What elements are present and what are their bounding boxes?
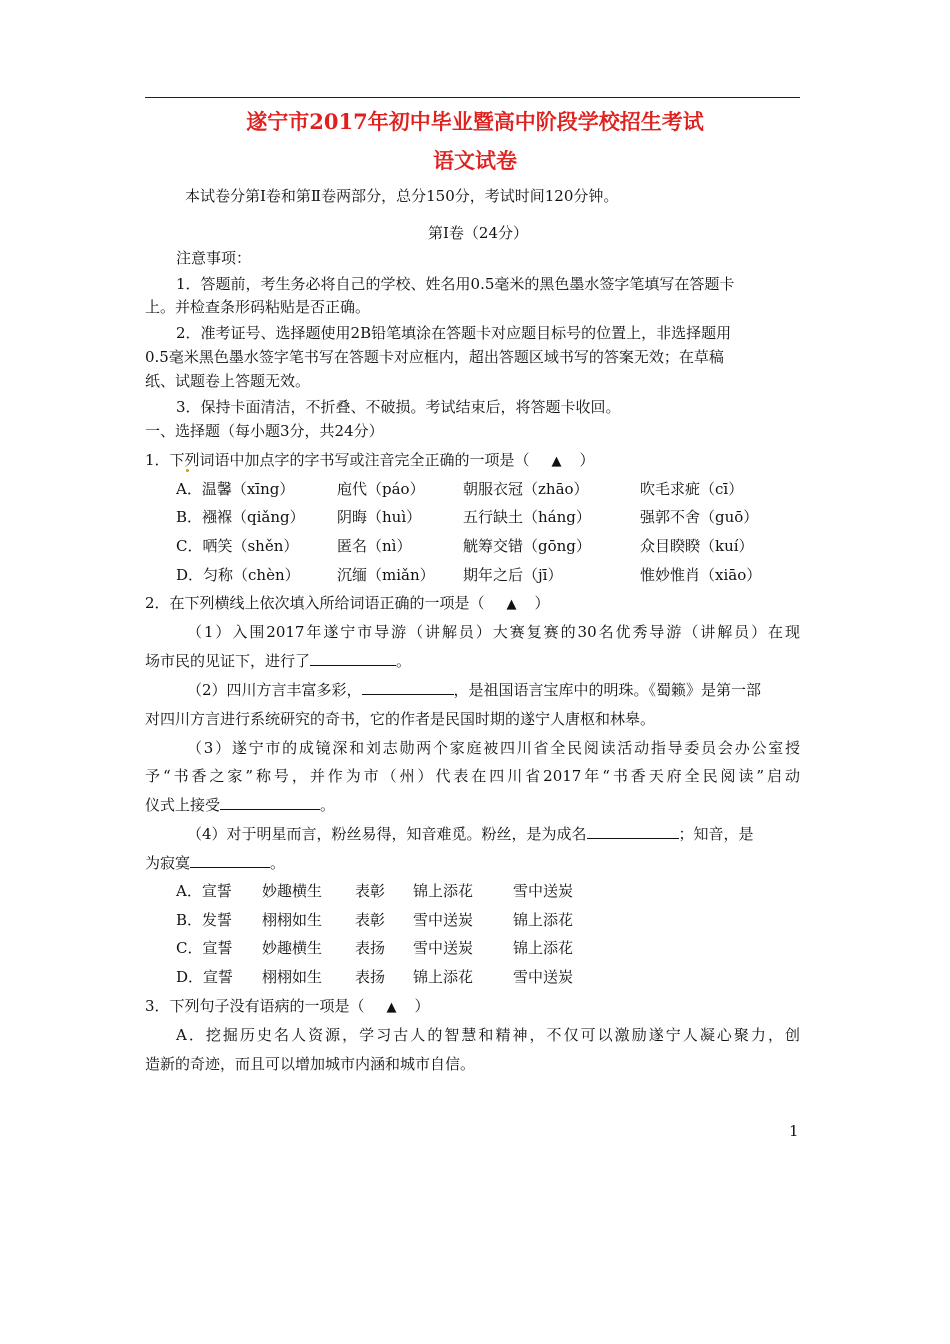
q2-a-word-5: 雪中送炭 — [513, 882, 574, 900]
q2-s1-end: 。 — [396, 652, 412, 670]
q3-option-a-line-2: 造新的奇迹，而且可以增加城市内涵和城市自信。 — [145, 1055, 476, 1073]
q2-b-word-3: 表彰 — [355, 911, 386, 929]
q2-a-word-2: 妙趣横生 — [262, 882, 323, 900]
q1-c-word-4: 众目睽睽（kuí） — [640, 537, 754, 555]
q2-d-word-5: 雪中送炭 — [513, 968, 574, 986]
blank-line — [587, 824, 679, 839]
q2-b-word-2: 栩栩如生 — [262, 911, 323, 929]
q2-sentence-1-line-2 — [145, 651, 411, 671]
q1-a-word-3: 朝服衣冠（zhāo） — [463, 480, 589, 498]
intro-text: 本试卷分第Ⅰ卷和第Ⅱ卷两部分，总分150分，考试时间120分钟。 — [185, 187, 619, 205]
question-3-text: 3．下列句子没有语病的一项是（ — [145, 997, 365, 1015]
q2-s1-text: 场市民的见证下，进行了 — [145, 652, 311, 670]
note-2-line-1: 2．准考证号、选择题使用2B铅笔填涂在答题卡对应题目标号的位置上，非选择题用 — [176, 324, 732, 342]
q1-c-word-1: C．哂笑（shěn） — [176, 537, 299, 555]
q2-sentence-3-line-2: 予“书香之家”称号，并作为市（州）代表在四川省2017年“书香天府全民阅读”启动 — [145, 767, 800, 785]
q1-c-word-2: 匿名（nì） — [337, 537, 412, 555]
q2-c-word-2: 妙趣横生 — [262, 939, 323, 957]
q2-s3-end: 。 — [320, 796, 336, 814]
q2-b-word-1: B．发誓 — [176, 911, 233, 929]
q2-sentence-4-line-1 — [187, 824, 754, 844]
q2-c-word-3: 表扬 — [355, 939, 386, 957]
note-2-line-3: 纸、试题卷上答题无效。 — [145, 372, 311, 390]
q2-sentence-1-line-1: （1）入围2017年遂宁市导游（讲解员）大赛复赛的30名优秀导游（讲解员）在现 — [187, 623, 800, 641]
q2-d-word-1: D．宣誓 — [176, 968, 234, 986]
notes-heading: 注意事项： — [176, 249, 252, 267]
question-1-stem — [145, 450, 595, 472]
blank-line — [310, 651, 396, 666]
q1-b-word-2: 阴晦（huì） — [337, 508, 422, 526]
q2-s4-text-c: 为寂寞 — [145, 854, 191, 872]
q3-option-a-line-1: A．挖掘历史名人资源，学习古人的智慧和精神，不仅可以激励遂宁人凝心聚力，创 — [176, 1026, 800, 1044]
q2-s2-text-a: （2）四川方言丰富多彩， — [187, 681, 362, 699]
q2-s4-text-a: （4）对于明星而言，粉丝易得，知音难觅。粉丝，是为成名 — [187, 825, 587, 843]
q1-d-word-4: 惟妙惟肖（xiāo） — [640, 566, 762, 584]
q1-d-word-1: D．匀称（chèn） — [176, 566, 300, 584]
q2-d-word-4: 锦上添花 — [413, 968, 474, 986]
q1-b-word-1: B．襁褓（qiǎng） — [176, 508, 305, 526]
section-1-heading: 一、选择题（每小题3分，共24分） — [145, 422, 384, 440]
answer-triangle-icon: ▲ — [386, 1000, 397, 1015]
question-1-close: ） — [579, 451, 595, 469]
page-number: 1 — [789, 1122, 799, 1140]
q2-a-word-1: A．宣誓 — [176, 882, 232, 900]
q1-b-word-3: 五行缺土（háng） — [463, 508, 591, 526]
q1-d-word-3: 期年之后（jī） — [463, 566, 563, 584]
blank-line — [190, 853, 270, 868]
part1-heading: 第Ⅰ卷（24分） — [428, 224, 529, 242]
q2-sentence-4-line-2 — [145, 853, 285, 873]
q2-s3-text: 仪式上接受 — [145, 796, 221, 814]
question-1-text: 1．下列词语中加点字的字书写或注音完全正确的一项是（ — [145, 451, 530, 469]
mark-dot — [186, 469, 189, 472]
q2-s4-end: 。 — [270, 854, 286, 872]
q2-d-word-2: 栩栩如生 — [262, 968, 323, 986]
q2-a-word-3: 表彰 — [355, 882, 386, 900]
question-2-close: ） — [534, 594, 550, 612]
question-2-text: 2．在下列横线上依次填入所给词语正确的一项是（ — [145, 594, 485, 612]
blank-line — [362, 680, 454, 695]
answer-triangle-icon: ▲ — [551, 454, 562, 469]
q1-a-word-2: 庖代（páo） — [337, 480, 425, 498]
q2-b-word-4: 雪中送炭 — [413, 911, 474, 929]
note-2-line-2: 0.5毫米黑色墨水签字笔书写在答题卡对应框内，超出答题区域书写的答案无效；在草稿 — [145, 348, 724, 366]
q1-c-word-3: 觥筹交错（gōng） — [463, 537, 591, 555]
q2-a-word-4: 锦上添花 — [413, 882, 474, 900]
note-1-line-2: 上。并检查条形码粘贴是否正确。 — [145, 298, 371, 316]
q2-b-word-5: 锦上添花 — [513, 911, 574, 929]
note-1-line-1: 1．答题前，考生务必将自己的学校、姓名用0.5毫米的黑色墨水签字笔填写在答题卡 — [176, 275, 735, 293]
question-3-close: ） — [414, 997, 430, 1015]
note-3: 3．保持卡面清洁，不折叠、不破损。考试结束后，将答题卡收回。 — [176, 398, 621, 416]
q1-b-word-4: 强郭不舍（guō） — [640, 508, 759, 526]
q1-a-word-1: A．温馨（xīng） — [176, 480, 295, 498]
blank-line — [220, 795, 320, 810]
exam-subtitle: 语文试卷 — [433, 148, 517, 173]
q2-sentence-2-line-1 — [187, 680, 761, 700]
q2-s2-text-b: ，是祖国语言宝库中的明珠。《蜀籁》是第一部 — [453, 681, 762, 699]
q2-c-word-1: C．宣誓 — [176, 939, 233, 957]
q2-c-word-5: 锦上添花 — [513, 939, 574, 957]
q2-s4-text-b: ；知音，是 — [678, 825, 754, 843]
question-2-stem — [145, 593, 550, 615]
q2-sentence-3-line-1: （3）遂宁市的成镜深和刘志勋两个家庭被四川省全民阅读活动指导委员会办公室授 — [187, 739, 800, 757]
answer-triangle-icon: ▲ — [506, 597, 517, 612]
q1-d-word-2: 沉缅（miǎn） — [337, 566, 435, 584]
q2-c-word-4: 雪中送炭 — [413, 939, 474, 957]
q1-a-word-4: 吹毛求疵（cī） — [640, 480, 744, 498]
q2-d-word-3: 表扬 — [355, 968, 386, 986]
exam-title: 遂宁市2017年初中毕业暨高中阶段学校招生考试 — [246, 109, 704, 134]
q2-sentence-2-line-2: 对四川方言进行系统研究的奇书，它的作者是民国时期的遂宁人唐枢和林皋。 — [145, 710, 656, 728]
question-3-stem — [145, 996, 430, 1018]
header-rule — [145, 97, 800, 98]
q2-sentence-3-line-3 — [145, 795, 335, 815]
